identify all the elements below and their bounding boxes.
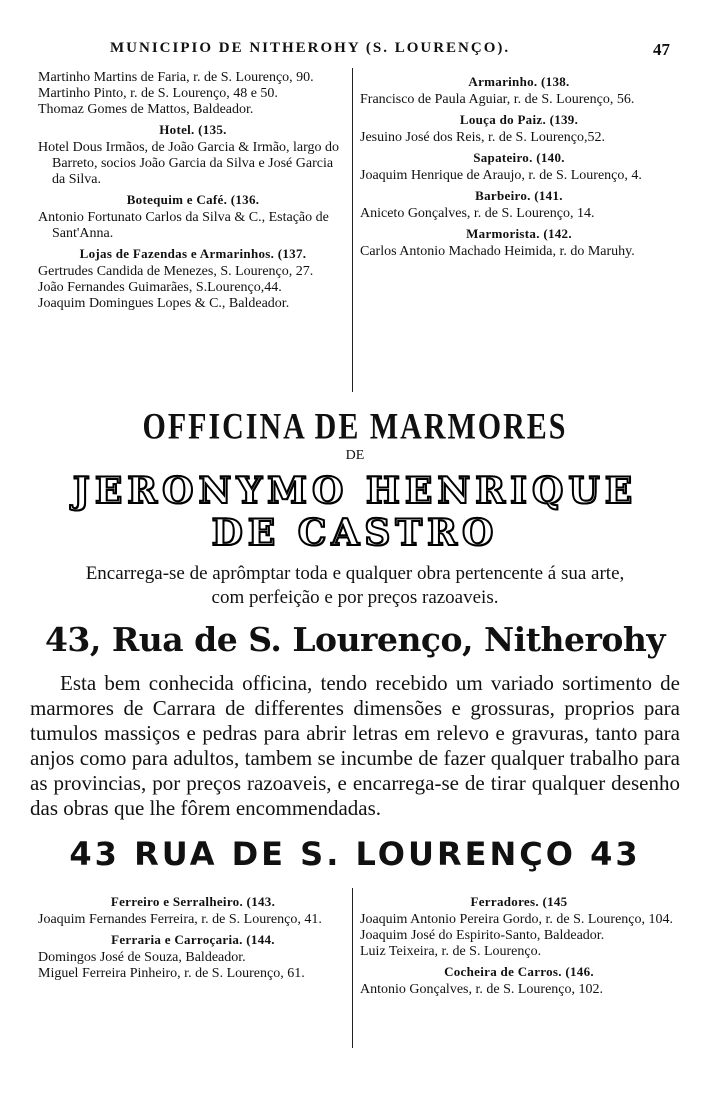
- directory-entry: Joaquim Fernandes Ferreira, r. de S. Lourenço, 41.: [38, 912, 322, 927]
- directory-entry: Luiz Teixeira, r. de S. Lourenço.: [360, 944, 542, 959]
- directory-entry: Thomaz Gomes de Mattos, Baldeador.: [38, 102, 254, 117]
- advert-heading: OFFICINA DE MARMORES: [142, 405, 568, 447]
- directory-entry: João Fernandes Guimarães, S.Lourenço,44.: [38, 280, 282, 295]
- directory-entry: Francisco de Paula Aguiar, r. de S. Lourenço, 56.: [360, 92, 635, 107]
- directory-entry: Jesuino José dos Reis, r. de S. Lourenço,52.: [360, 130, 605, 145]
- category-heading: Lojas de Fazendas e Armarinhos. (137.: [79, 246, 307, 261]
- category-heading: Ferradores. (145: [470, 894, 568, 909]
- category-heading: Louça do Paiz. (139.: [459, 112, 579, 127]
- bottom-right-column: [360, 890, 678, 998]
- advert-address: 43, Rua de S. Lourenço, Nitherohy: [44, 620, 666, 659]
- marble-workshop-advert: [30, 405, 680, 873]
- page-number: 47: [653, 40, 670, 59]
- directory-entry: Carlos Antonio Machado Heimida, r. do Maruhy.: [360, 244, 635, 259]
- directory-entry: Antonio Fortunato Carlos da Silva & C., Estação de Sant'Anna.: [38, 210, 329, 241]
- column-divider-top: [352, 68, 353, 392]
- directory-entry: Joaquim José do Espirito-Santo, Baldeador.: [360, 928, 605, 943]
- category-heading: Ferreiro e Serralheiro. (143.: [110, 894, 276, 909]
- top-left-column: [38, 70, 348, 312]
- advert-subtitle-2: com perfeição e por preços razoaveis.: [211, 587, 499, 608]
- running-head: [110, 40, 670, 57]
- category-heading: Ferraria e Carroçaria. (144.: [111, 932, 275, 947]
- advert-address-banner: 43 RUA DE S. LOURENÇO 43: [69, 835, 641, 873]
- category-heading: Marmorista. (142.: [466, 226, 572, 241]
- running-title: MUNICIPIO DE NITHEROHY (S. LOURENÇO).: [110, 40, 511, 56]
- directory-entry: Antonio Gonçalves, r. de S. Lourenço, 102.: [360, 982, 604, 997]
- category-heading: Cocheira de Carros. (146.: [444, 964, 594, 979]
- category-heading: Barbeiro. (141.: [475, 188, 563, 203]
- advert-de: DE: [345, 448, 365, 463]
- advert-body: Esta bem conhecida officina, tendo recebido um variado sortimento de marmores de Carrara de differentes dimensões e grossuras, proprios para tumulos massiços e pedras para abrir letras em relevo e gravuras, tanto para anjos como para adultos, tambem se incumbe de fazer qualquer trabalho para as provincias, por preços razoaveis, e encarrega-se de tirar qualquer desenho das obras que lhe fôrem encommendadas.: [30, 671, 680, 820]
- directory-entry: Miguel Ferreira Pinheiro, r. de S. Lourenço, 61.: [38, 966, 305, 981]
- advert-subtitle-1: Encarrega-se de aprômptar toda e qualquer obra pertencente á sua arte,: [85, 563, 625, 584]
- directory-entry: Martinho Martins de Faria, r. de S. Lourenço, 90.: [38, 70, 314, 85]
- column-divider-bottom: [352, 888, 353, 1048]
- category-heading: Botequim e Café. (136.: [126, 192, 260, 207]
- directory-entry: Hotel Dous Irmãos, de João Garcia & Irmão, largo do Barreto, socios João Garcia da Silva e José Garcia da Silva.: [38, 140, 340, 187]
- directory-entry: Joaquim Henrique de Araujo, r. de S. Lourenço, 4.: [360, 168, 642, 183]
- category-heading: Hotel. (135.: [159, 122, 227, 137]
- directory-entry: Martinho Pinto, r. de S. Lourenço, 48 e 50.: [38, 86, 278, 101]
- directory-entry: Domingos José de Souza, Baldeador.: [38, 950, 246, 965]
- directory-entry: Aniceto Gonçalves, r. de S. Lourenço, 14.: [360, 206, 595, 221]
- directory-entry: Joaquim Antonio Pereira Gordo, r. de S. Lourenço, 104.: [360, 912, 674, 927]
- category-heading: Armarinho. (138.: [468, 74, 570, 89]
- top-right-column: [360, 70, 678, 260]
- advert-proprietor-name: JERONYMO HENRIQUE DE CASTRO: [72, 470, 638, 554]
- bottom-left-column: [38, 890, 348, 982]
- directory-entry: Joaquim Domingues Lopes & C., Baldeador.: [38, 296, 290, 311]
- category-heading: Sapateiro. (140.: [473, 150, 565, 165]
- directory-entry: Gertrudes Candida de Menezes, S. Lourenço, 27.: [38, 264, 314, 279]
